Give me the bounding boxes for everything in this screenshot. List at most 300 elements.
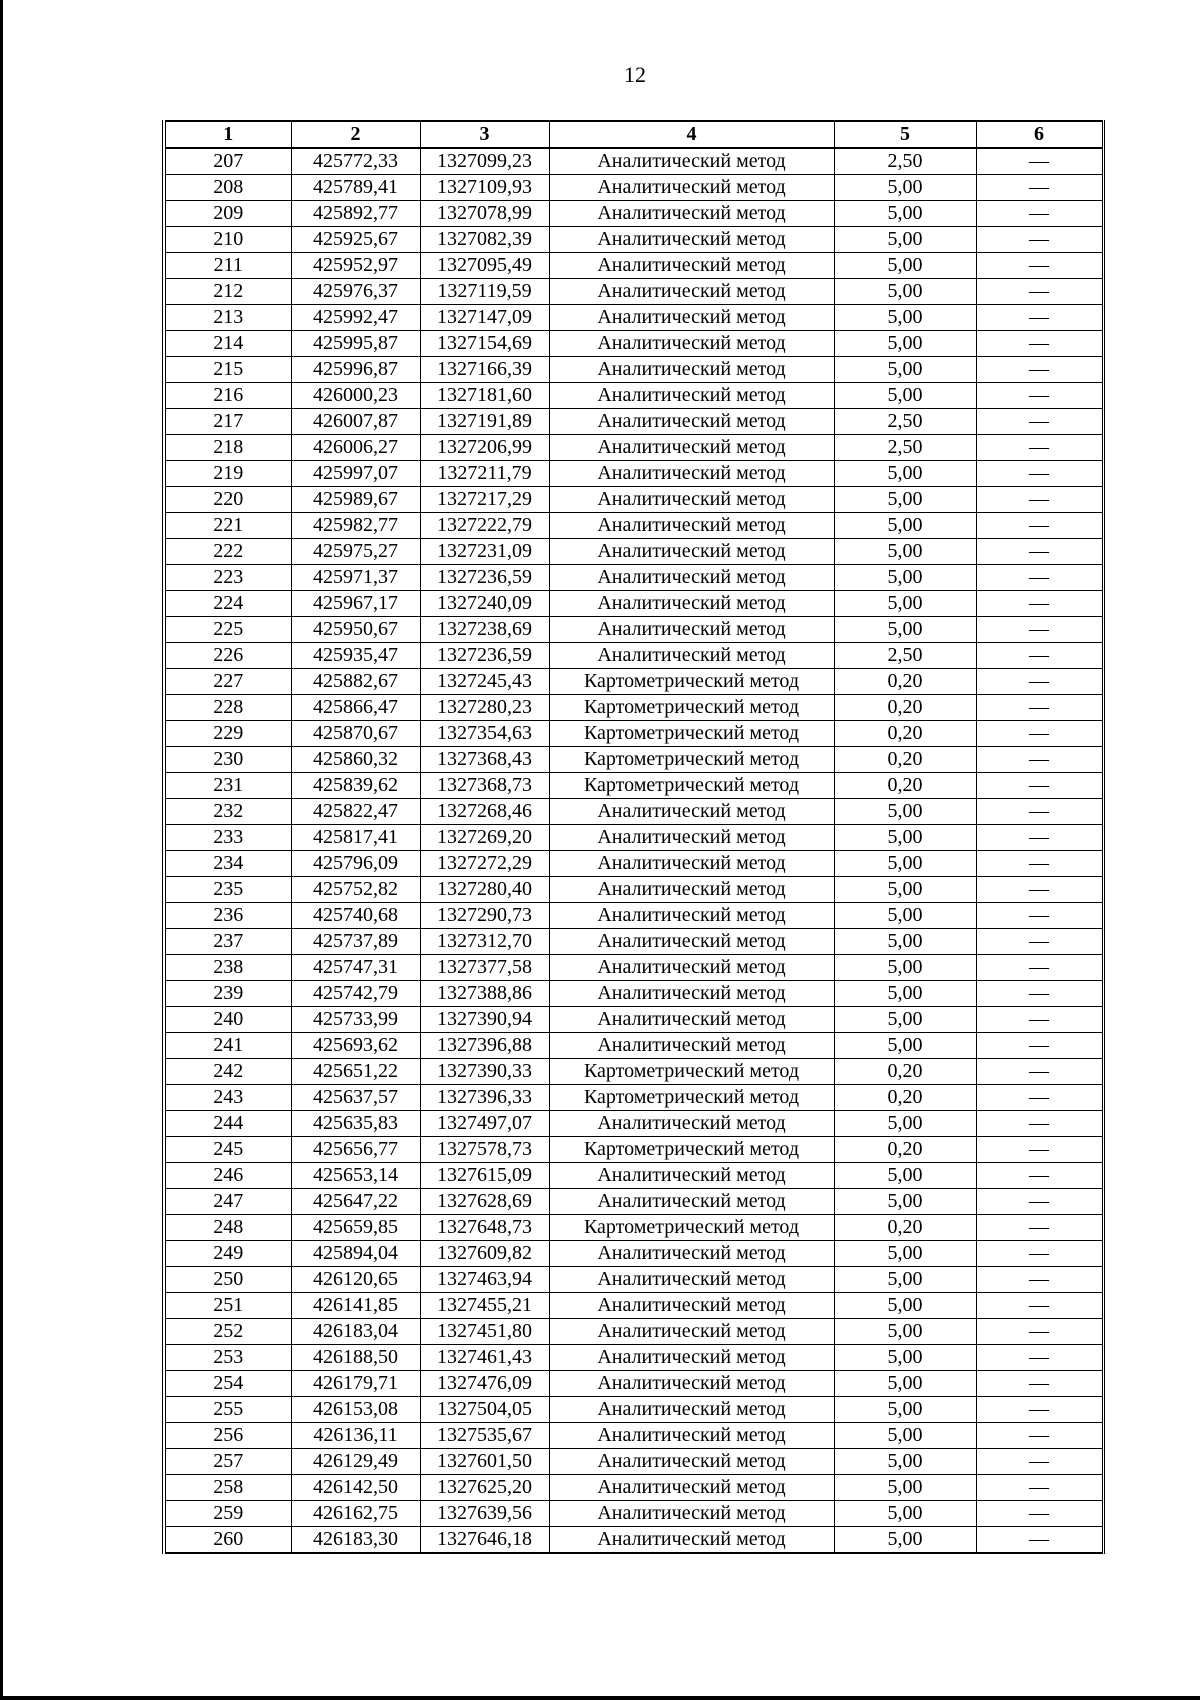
- point-number-cell: 258: [164, 1475, 291, 1501]
- table-row: [164, 1137, 1103, 1163]
- y-coordinate-cell: 1327238,69: [420, 617, 549, 643]
- y-coordinate-cell: 1327390,94: [420, 1007, 549, 1033]
- table-row: [164, 227, 1103, 253]
- method-cell: Аналитический метод: [549, 825, 834, 851]
- y-coordinate-cell: 1327191,89: [420, 409, 549, 435]
- method-cell: Аналитический метод: [549, 461, 834, 487]
- table-row: [164, 1449, 1103, 1475]
- accuracy-cell: 0,20: [834, 747, 976, 773]
- method-cell: Аналитический метод: [549, 929, 834, 955]
- method-cell: Аналитический метод: [549, 1345, 834, 1371]
- table-row: [164, 357, 1103, 383]
- table-row: [164, 513, 1103, 539]
- method-cell: Аналитический метод: [549, 1293, 834, 1319]
- y-coordinate-cell: 1327154,69: [420, 331, 549, 357]
- x-coordinate-cell: 425866,47: [291, 695, 420, 721]
- y-coordinate-cell: 1327236,59: [420, 565, 549, 591]
- point-number-cell: 254: [164, 1371, 291, 1397]
- x-coordinate-cell: 426188,50: [291, 1345, 420, 1371]
- accuracy-cell: 5,00: [834, 1527, 976, 1554]
- y-coordinate-cell: 1327601,50: [420, 1449, 549, 1475]
- table-row: [164, 1215, 1103, 1241]
- table-row: [164, 1267, 1103, 1293]
- x-coordinate-cell: 425752,82: [291, 877, 420, 903]
- method-cell: Аналитический метод: [549, 201, 834, 227]
- y-coordinate-cell: 1327222,79: [420, 513, 549, 539]
- point-number-cell: 232: [164, 799, 291, 825]
- point-number-cell: 223: [164, 565, 291, 591]
- x-coordinate-cell: 425742,79: [291, 981, 420, 1007]
- page-number: 12: [624, 62, 646, 87]
- y-coordinate-cell: 1327463,94: [420, 1267, 549, 1293]
- method-cell: Аналитический метод: [549, 1241, 834, 1267]
- x-coordinate-cell: 425894,04: [291, 1241, 420, 1267]
- method-cell: Аналитический метод: [549, 148, 834, 175]
- y-coordinate-cell: 1327535,67: [420, 1423, 549, 1449]
- table-row: [164, 1111, 1103, 1137]
- note-cell: —: [976, 1423, 1103, 1449]
- note-cell: —: [976, 357, 1103, 383]
- scan-edge-bottom: [0, 1696, 1200, 1700]
- point-number-cell: 230: [164, 747, 291, 773]
- y-coordinate-cell: 1327082,39: [420, 227, 549, 253]
- accuracy-cell: 0,20: [834, 1215, 976, 1241]
- accuracy-cell: 5,00: [834, 1371, 976, 1397]
- method-cell: Аналитический метод: [549, 1267, 834, 1293]
- note-cell: —: [976, 1007, 1103, 1033]
- accuracy-cell: 0,20: [834, 721, 976, 747]
- point-number-cell: 252: [164, 1319, 291, 1345]
- y-coordinate-cell: 1327095,49: [420, 253, 549, 279]
- y-coordinate-cell: 1327290,73: [420, 903, 549, 929]
- note-cell: —: [976, 955, 1103, 981]
- x-coordinate-cell: 425747,31: [291, 955, 420, 981]
- x-coordinate-cell: 425892,77: [291, 201, 420, 227]
- table-row: [164, 695, 1103, 721]
- accuracy-cell: 5,00: [834, 175, 976, 201]
- note-cell: —: [976, 175, 1103, 201]
- point-number-cell: 234: [164, 851, 291, 877]
- method-cell: Аналитический метод: [549, 227, 834, 253]
- point-number-cell: 207: [164, 148, 291, 175]
- point-number-cell: 243: [164, 1085, 291, 1111]
- accuracy-cell: 0,20: [834, 1085, 976, 1111]
- note-cell: —: [976, 1163, 1103, 1189]
- note-cell: —: [976, 825, 1103, 851]
- note-cell: —: [976, 331, 1103, 357]
- note-cell: —: [976, 695, 1103, 721]
- table-row: [164, 669, 1103, 695]
- table-row: [164, 1371, 1103, 1397]
- y-coordinate-cell: 1327109,93: [420, 175, 549, 201]
- note-cell: —: [976, 877, 1103, 903]
- point-number-cell: 227: [164, 669, 291, 695]
- table-row: [164, 253, 1103, 279]
- point-number-cell: 248: [164, 1215, 291, 1241]
- note-cell: —: [976, 487, 1103, 513]
- method-cell: Аналитический метод: [549, 1163, 834, 1189]
- point-number-cell: 209: [164, 201, 291, 227]
- x-coordinate-cell: 425737,89: [291, 929, 420, 955]
- y-coordinate-cell: 1327312,70: [420, 929, 549, 955]
- accuracy-cell: 0,20: [834, 1137, 976, 1163]
- y-coordinate-cell: 1327245,43: [420, 669, 549, 695]
- method-cell: Аналитический метод: [549, 591, 834, 617]
- accuracy-cell: 5,00: [834, 331, 976, 357]
- x-coordinate-cell: 425740,68: [291, 903, 420, 929]
- method-cell: Аналитический метод: [549, 383, 834, 409]
- x-coordinate-cell: 426006,27: [291, 435, 420, 461]
- note-cell: —: [976, 1449, 1103, 1475]
- accuracy-cell: 5,00: [834, 539, 976, 565]
- table-body: [164, 148, 1103, 1553]
- y-coordinate-cell: 1327119,59: [420, 279, 549, 305]
- table-row: [164, 1501, 1103, 1527]
- accuracy-cell: 5,00: [834, 513, 976, 539]
- accuracy-cell: 5,00: [834, 201, 976, 227]
- x-coordinate-cell: 425789,41: [291, 175, 420, 201]
- table-row: [164, 1059, 1103, 1085]
- point-number-cell: 224: [164, 591, 291, 617]
- note-cell: —: [976, 929, 1103, 955]
- accuracy-cell: 5,00: [834, 591, 976, 617]
- point-number-cell: 245: [164, 1137, 291, 1163]
- y-coordinate-cell: 1327280,23: [420, 695, 549, 721]
- accuracy-cell: 5,00: [834, 487, 976, 513]
- point-number-cell: 237: [164, 929, 291, 955]
- point-number-cell: 218: [164, 435, 291, 461]
- x-coordinate-cell: 425971,37: [291, 565, 420, 591]
- y-coordinate-cell: 1327390,33: [420, 1059, 549, 1085]
- note-cell: —: [976, 1527, 1103, 1554]
- y-coordinate-cell: 1327099,23: [420, 148, 549, 175]
- note-cell: —: [976, 799, 1103, 825]
- method-cell: Аналитический метод: [549, 1423, 834, 1449]
- y-coordinate-cell: 1327396,88: [420, 1033, 549, 1059]
- accuracy-cell: 5,00: [834, 1293, 976, 1319]
- point-number-cell: 220: [164, 487, 291, 513]
- table-row: [164, 1527, 1103, 1554]
- accuracy-cell: 5,00: [834, 981, 976, 1007]
- method-cell: Аналитический метод: [549, 1397, 834, 1423]
- method-cell: Аналитический метод: [549, 513, 834, 539]
- point-number-cell: 239: [164, 981, 291, 1007]
- y-coordinate-cell: 1327166,39: [420, 357, 549, 383]
- method-cell: Аналитический метод: [549, 903, 834, 929]
- accuracy-cell: 0,20: [834, 695, 976, 721]
- y-coordinate-cell: 1327625,20: [420, 1475, 549, 1501]
- point-number-cell: 233: [164, 825, 291, 851]
- y-coordinate-cell: 1327078,99: [420, 201, 549, 227]
- x-coordinate-cell: 426141,85: [291, 1293, 420, 1319]
- table-row: [164, 461, 1103, 487]
- table-row: [164, 1293, 1103, 1319]
- method-cell: Аналитический метод: [549, 357, 834, 383]
- x-coordinate-cell: 426120,65: [291, 1267, 420, 1293]
- x-coordinate-cell: 426183,30: [291, 1527, 420, 1554]
- accuracy-cell: 5,00: [834, 383, 976, 409]
- method-cell: Аналитический метод: [549, 799, 834, 825]
- x-coordinate-cell: 425989,67: [291, 487, 420, 513]
- note-cell: —: [976, 643, 1103, 669]
- point-number-cell: 213: [164, 305, 291, 331]
- note-cell: —: [976, 1397, 1103, 1423]
- note-cell: —: [976, 409, 1103, 435]
- accuracy-cell: 2,50: [834, 643, 976, 669]
- note-cell: —: [976, 435, 1103, 461]
- point-number-cell: 256: [164, 1423, 291, 1449]
- x-coordinate-cell: 426000,23: [291, 383, 420, 409]
- y-coordinate-cell: 1327476,09: [420, 1371, 549, 1397]
- note-cell: —: [976, 461, 1103, 487]
- method-cell: Аналитический метод: [549, 1033, 834, 1059]
- accuracy-cell: 5,00: [834, 1007, 976, 1033]
- accuracy-cell: 5,00: [834, 851, 976, 877]
- method-cell: Аналитический метод: [549, 1501, 834, 1527]
- y-coordinate-cell: 1327217,29: [420, 487, 549, 513]
- point-number-cell: 219: [164, 461, 291, 487]
- method-cell: Картометрический метод: [549, 1085, 834, 1111]
- point-number-cell: 208: [164, 175, 291, 201]
- table-row: [164, 773, 1103, 799]
- table-row: [164, 1319, 1103, 1345]
- method-cell: Аналитический метод: [549, 617, 834, 643]
- point-number-cell: 221: [164, 513, 291, 539]
- point-number-cell: 242: [164, 1059, 291, 1085]
- x-coordinate-cell: 425967,17: [291, 591, 420, 617]
- x-coordinate-cell: 425860,32: [291, 747, 420, 773]
- y-coordinate-cell: 1327280,40: [420, 877, 549, 903]
- note-cell: —: [976, 773, 1103, 799]
- table-row: [164, 331, 1103, 357]
- method-cell: Картометрический метод: [549, 1137, 834, 1163]
- x-coordinate-cell: 425950,67: [291, 617, 420, 643]
- y-coordinate-cell: 1327368,43: [420, 747, 549, 773]
- coordinates-table-container: [162, 120, 1105, 1554]
- x-coordinate-cell: 425635,83: [291, 1111, 420, 1137]
- x-coordinate-cell: 425817,41: [291, 825, 420, 851]
- y-coordinate-cell: 1327240,09: [420, 591, 549, 617]
- method-cell: Аналитический метод: [549, 409, 834, 435]
- accuracy-cell: 5,00: [834, 357, 976, 383]
- method-cell: Картометрический метод: [549, 1215, 834, 1241]
- point-number-cell: 244: [164, 1111, 291, 1137]
- accuracy-cell: 5,00: [834, 929, 976, 955]
- method-cell: Аналитический метод: [549, 1449, 834, 1475]
- y-coordinate-cell: 1327497,07: [420, 1111, 549, 1137]
- method-cell: Картометрический метод: [549, 721, 834, 747]
- x-coordinate-cell: 425925,67: [291, 227, 420, 253]
- table-row: [164, 851, 1103, 877]
- y-coordinate-cell: 1327504,05: [420, 1397, 549, 1423]
- method-cell: Картометрический метод: [549, 1059, 834, 1085]
- y-coordinate-cell: 1327231,09: [420, 539, 549, 565]
- method-cell: Аналитический метод: [549, 1007, 834, 1033]
- x-coordinate-cell: 425975,27: [291, 539, 420, 565]
- accuracy-cell: 5,00: [834, 227, 976, 253]
- table-row: [164, 1163, 1103, 1189]
- method-cell: Картометрический метод: [549, 773, 834, 799]
- note-cell: —: [976, 1241, 1103, 1267]
- point-number-cell: 240: [164, 1007, 291, 1033]
- column-header-1: 1: [164, 121, 291, 148]
- note-cell: —: [976, 903, 1103, 929]
- method-cell: Аналитический метод: [549, 279, 834, 305]
- table-row: [164, 955, 1103, 981]
- method-cell: Аналитический метод: [549, 487, 834, 513]
- accuracy-cell: 5,00: [834, 825, 976, 851]
- method-cell: Аналитический метод: [549, 955, 834, 981]
- point-number-cell: 211: [164, 253, 291, 279]
- y-coordinate-cell: 1327268,46: [420, 799, 549, 825]
- note-cell: —: [976, 1215, 1103, 1241]
- table-row: [164, 1475, 1103, 1501]
- method-cell: Аналитический метод: [549, 1371, 834, 1397]
- note-cell: —: [976, 565, 1103, 591]
- x-coordinate-cell: 425733,99: [291, 1007, 420, 1033]
- note-cell: —: [976, 513, 1103, 539]
- accuracy-cell: 5,00: [834, 279, 976, 305]
- accuracy-cell: 5,00: [834, 1475, 976, 1501]
- y-coordinate-cell: 1327639,56: [420, 1501, 549, 1527]
- y-coordinate-cell: 1327354,63: [420, 721, 549, 747]
- point-number-cell: 257: [164, 1449, 291, 1475]
- column-header-3: 3: [420, 121, 549, 148]
- x-coordinate-cell: 425653,14: [291, 1163, 420, 1189]
- table-row: [164, 1397, 1103, 1423]
- accuracy-cell: 5,00: [834, 877, 976, 903]
- x-coordinate-cell: 425935,47: [291, 643, 420, 669]
- x-coordinate-cell: 426162,75: [291, 1501, 420, 1527]
- y-coordinate-cell: 1327147,09: [420, 305, 549, 331]
- table-row: [164, 539, 1103, 565]
- method-cell: Картометрический метод: [549, 747, 834, 773]
- x-coordinate-cell: 425651,22: [291, 1059, 420, 1085]
- y-coordinate-cell: 1327451,80: [420, 1319, 549, 1345]
- note-cell: —: [976, 201, 1103, 227]
- point-number-cell: 250: [164, 1267, 291, 1293]
- point-number-cell: 215: [164, 357, 291, 383]
- table-row: [164, 591, 1103, 617]
- accuracy-cell: 5,00: [834, 799, 976, 825]
- accuracy-cell: 5,00: [834, 1267, 976, 1293]
- point-number-cell: 222: [164, 539, 291, 565]
- table-row: [164, 383, 1103, 409]
- x-coordinate-cell: 425659,85: [291, 1215, 420, 1241]
- scan-edge-left: [0, 0, 3, 1700]
- table-row: [164, 279, 1103, 305]
- accuracy-cell: 2,50: [834, 148, 976, 175]
- table-row: [164, 721, 1103, 747]
- y-coordinate-cell: 1327396,33: [420, 1085, 549, 1111]
- x-coordinate-cell: 425647,22: [291, 1189, 420, 1215]
- note-cell: —: [976, 1345, 1103, 1371]
- method-cell: Аналитический метод: [549, 1475, 834, 1501]
- note-cell: —: [976, 1085, 1103, 1111]
- method-cell: Аналитический метод: [549, 1189, 834, 1215]
- accuracy-cell: 5,00: [834, 1345, 976, 1371]
- x-coordinate-cell: 426153,08: [291, 1397, 420, 1423]
- table-row: [164, 148, 1103, 175]
- note-cell: —: [976, 305, 1103, 331]
- x-coordinate-cell: 426136,11: [291, 1423, 420, 1449]
- point-number-cell: 216: [164, 383, 291, 409]
- accuracy-cell: 5,00: [834, 1319, 976, 1345]
- table-row: [164, 981, 1103, 1007]
- method-cell: Аналитический метод: [549, 305, 834, 331]
- table-row: [164, 747, 1103, 773]
- note-cell: —: [976, 747, 1103, 773]
- x-coordinate-cell: 425982,77: [291, 513, 420, 539]
- point-number-cell: 229: [164, 721, 291, 747]
- note-cell: —: [976, 1293, 1103, 1319]
- note-cell: —: [976, 148, 1103, 175]
- x-coordinate-cell: 426007,87: [291, 409, 420, 435]
- point-number-cell: 249: [164, 1241, 291, 1267]
- y-coordinate-cell: 1327609,82: [420, 1241, 549, 1267]
- y-coordinate-cell: 1327236,59: [420, 643, 549, 669]
- table-row: [164, 903, 1103, 929]
- point-number-cell: 241: [164, 1033, 291, 1059]
- note-cell: —: [976, 1319, 1103, 1345]
- y-coordinate-cell: 1327272,29: [420, 851, 549, 877]
- accuracy-cell: 5,00: [834, 1033, 976, 1059]
- note-cell: —: [976, 1501, 1103, 1527]
- accuracy-cell: 5,00: [834, 253, 976, 279]
- method-cell: Аналитический метод: [549, 565, 834, 591]
- point-number-cell: 214: [164, 331, 291, 357]
- accuracy-cell: 5,00: [834, 461, 976, 487]
- table-row: [164, 1189, 1103, 1215]
- table-row: [164, 435, 1103, 461]
- y-coordinate-cell: 1327368,73: [420, 773, 549, 799]
- note-cell: —: [976, 1033, 1103, 1059]
- y-coordinate-cell: 1327646,18: [420, 1527, 549, 1554]
- method-cell: Аналитический метод: [549, 539, 834, 565]
- note-cell: —: [976, 227, 1103, 253]
- column-header-2: 2: [291, 121, 420, 148]
- note-cell: —: [976, 1475, 1103, 1501]
- note-cell: —: [976, 1371, 1103, 1397]
- table-row: [164, 877, 1103, 903]
- note-cell: —: [976, 669, 1103, 695]
- point-number-cell: 255: [164, 1397, 291, 1423]
- accuracy-cell: 0,20: [834, 773, 976, 799]
- x-coordinate-cell: 426183,04: [291, 1319, 420, 1345]
- column-header-4: 4: [549, 121, 834, 148]
- y-coordinate-cell: 1327269,20: [420, 825, 549, 851]
- table-row: [164, 409, 1103, 435]
- method-cell: Картометрический метод: [549, 695, 834, 721]
- table-row: [164, 617, 1103, 643]
- table-row: [164, 1033, 1103, 1059]
- table-row: [164, 305, 1103, 331]
- x-coordinate-cell: 426179,71: [291, 1371, 420, 1397]
- x-coordinate-cell: 425822,47: [291, 799, 420, 825]
- x-coordinate-cell: 425997,07: [291, 461, 420, 487]
- y-coordinate-cell: 1327388,86: [420, 981, 549, 1007]
- accuracy-cell: 2,50: [834, 409, 976, 435]
- method-cell: Аналитический метод: [549, 643, 834, 669]
- table-row: [164, 1085, 1103, 1111]
- point-number-cell: 251: [164, 1293, 291, 1319]
- note-cell: —: [976, 1267, 1103, 1293]
- y-coordinate-cell: 1327455,21: [420, 1293, 549, 1319]
- note-cell: —: [976, 617, 1103, 643]
- accuracy-cell: 5,00: [834, 1397, 976, 1423]
- table-row: [164, 825, 1103, 851]
- method-cell: Аналитический метод: [549, 877, 834, 903]
